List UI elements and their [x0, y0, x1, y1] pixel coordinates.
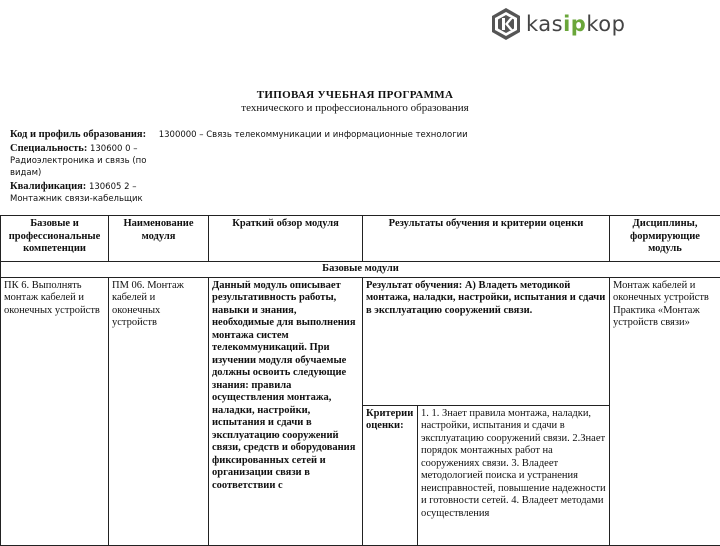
header-results: Результаты обучения и критерии оценки	[363, 216, 610, 262]
header-module-name: Наименование модуля	[109, 216, 209, 262]
education-code: Код и профиль образования: 1300000 – Связь телекоммуникации и информационные технологии	[10, 129, 468, 141]
brand-k-icon	[490, 7, 522, 41]
criteria-label-cell: Критерии оценки:	[363, 405, 418, 545]
header-overview: Краткий обзор модуля	[209, 216, 363, 262]
disciplines-cell: Монтаж кабелей и оконечных устройств Практика «Монтаж устройств связи»	[610, 277, 720, 545]
brand-name: kasipkop	[526, 12, 625, 36]
criteria-text-cell: 1. 1. Знает правила монтажа, наладки, настройки, испытания и сдачи в эксплуатацию сооружений связи. 2.Знает порядок монтажных работ на сооружениях связи. 3. Владеет методологией поиска и устранения неисправностей, повышение надежности и готовности сетей. 4. Владеет методами осуществления	[418, 405, 610, 545]
document-title	[200, 89, 510, 115]
table-header-row	[1, 216, 720, 262]
competence-cell: ПК 6. Выполнять монтаж кабелей и оконечных устройств	[1, 277, 109, 545]
section-title: Базовые модули	[1, 262, 720, 278]
title-line-2: технического и профессионального образования	[200, 102, 510, 115]
overview-cell: Данный модуль описывает результативность работы, навыки и знания, необходимые для выполнения монтажа систем телекоммуникаций. При изучении модуля обучаемые должны освоить следующие знания: правила осуществления монтажа, наладки, настройки, испытания и сдачи в эксплуатацию сооружений связи, средств и оборудования фиксированных сетей и организации связи в соответствии с	[209, 277, 363, 545]
header-competence: Базовые и профессиональные компетенции	[1, 216, 109, 262]
header-disciplines: Дисциплины, формирующие модуль	[610, 216, 720, 262]
curriculum-table	[0, 215, 720, 546]
module-cell: ПМ 06. Монтаж кабелей и оконечных устройств	[109, 277, 209, 545]
result-cell: Результат обучения: А) Владеть методикой монтажа, наладки, настройки, испытания и сдачи в эксплуатацию сооружений связи.	[363, 277, 610, 405]
specialty: Специальность: 130600 0 – Радиоэлектроника и связь (по видам)	[10, 143, 146, 179]
qualification: Квалификация: 130605 2 – Монтажник связи-кабельщик	[10, 181, 143, 205]
logo	[490, 4, 625, 44]
table-row	[1, 277, 720, 405]
title-line-1: ТИПОВАЯ УЧЕБНАЯ ПРОГРАММА	[200, 89, 510, 102]
section-row	[1, 262, 720, 278]
